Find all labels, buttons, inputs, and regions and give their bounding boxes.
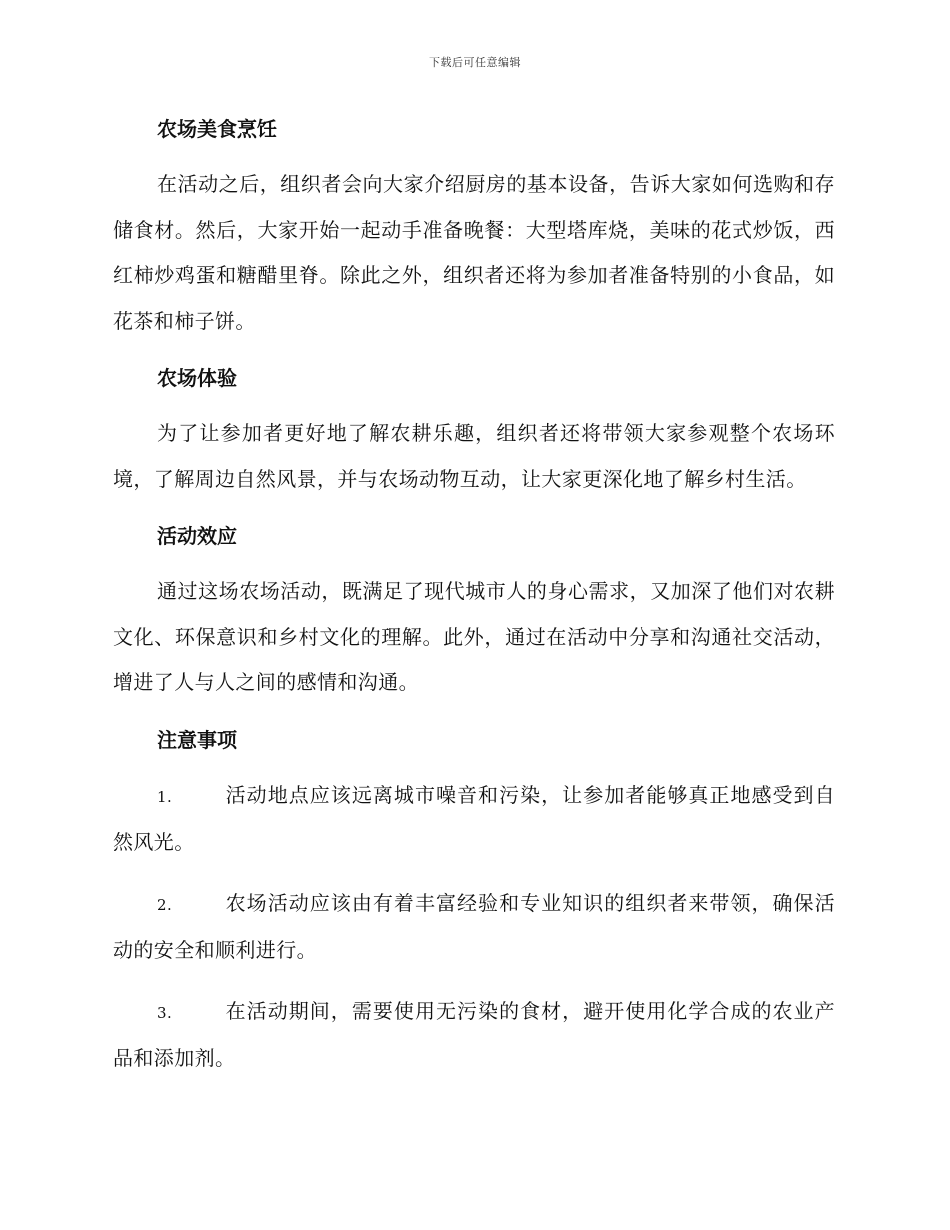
list-item [113, 881, 835, 974]
section-title-notes: 注意事项 [157, 727, 237, 752]
paragraph-cooking: 在活动之后，组织者会向大家介绍厨房的基本设备，告诉大家如何选购和存储食材。然后，大家开始一起动手准备晚餐：大型塔库烧，美味的花式炒饭，西红柿炒鸡蛋和糖醋里脊。除此之外，组织者还将为参加者准备特别的小食品，如花茶和柿子饼。 [113, 172, 835, 333]
list-item [113, 773, 835, 866]
list-number: 2. [157, 895, 173, 914]
paragraph-experience: 为了让参加者更好地了解农耕乐趣，组织者还将带领大家参观整个农场环境，了解周边自然风景，并与农场动物互动，让大家更深化地了解乡村生活。 [113, 421, 835, 491]
paragraph-effect: 通过这场农场活动，既满足了现代城市人的身心需求，又加深了他们对农耕文化、环保意识和乡村文化的理解。此外，通过在活动中分享和沟通社交活动，增进了人与人之间的感情和沟通。 [113, 579, 835, 694]
section-title-effect: 活动效应 [157, 524, 237, 548]
list-number: 3. [157, 1003, 173, 1022]
document-body [113, 110, 835, 1082]
section-title-cooking: 农场美食烹饪 [157, 117, 277, 141]
list-item [113, 989, 835, 1082]
list-item-text: 活动地点应该远离城市噪音和污染，让参加者能够真正地感受到自然风光。 [113, 782, 835, 854]
list-number: 1. [157, 787, 173, 806]
list-item-text: 在活动期间，需要使用无污染的食材，避开使用化学合成的农业产品和添加剂。 [113, 998, 835, 1070]
section-title-experience: 农场体验 [157, 366, 237, 390]
list-item-text: 农场活动应该由有着丰富经验和专业知识的组织者来带领，确保活动的安全和顺利进行。 [113, 890, 835, 962]
header-note: 下载后可任意编辑 [429, 56, 521, 69]
